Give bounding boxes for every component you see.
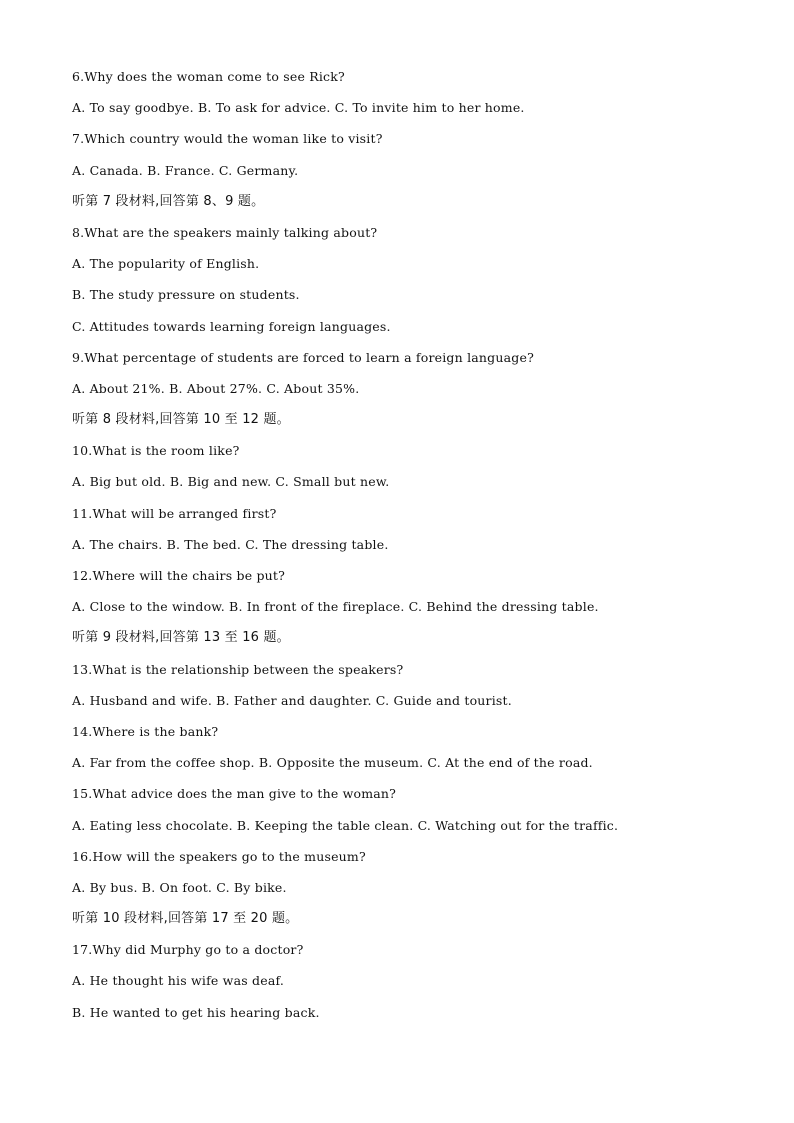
options-line: A. Big but old. B. Big and new. C. Small but new. <box>72 474 390 490</box>
section-instruction: 听第 9 段材料,回答第 13 至 16 题。 <box>72 630 290 646</box>
question-line: 15.What advice does the man give to the woman? <box>72 786 397 802</box>
question-line: 8.What are the speakers mainly talking about? <box>72 224 378 240</box>
question-line: 17.Why did Murphy go to a doctor? <box>72 942 304 958</box>
options-line: A. About 21%. B. About 27%. C. About 35%. <box>72 380 360 396</box>
section-instruction: 听第 8 段材料,回答第 10 至 12 题。 <box>72 412 290 428</box>
options-line: B. He wanted to get his hearing back. <box>72 1004 320 1020</box>
question-line: 12.Where will the chairs be put? <box>72 568 286 583</box>
options-line: A. He thought his wife was deaf. <box>72 973 285 989</box>
question-line: 13.What is the relationship between the speakers? <box>72 661 404 677</box>
section-instruction: 听第 10 段材料,回答第 17 至 20 题。 <box>72 911 299 927</box>
options-line: C. Attitudes towards learning foreign languages. <box>72 318 391 334</box>
question-line: 14.Where is the bank? <box>72 723 219 739</box>
options-line: A. Husband and wife. B. Father and daughter. C. Guide and tourist. <box>72 692 512 708</box>
question-line: 7.Which country would the woman like to visit? <box>72 131 383 147</box>
question-line: 11.What will be arranged first? <box>72 505 277 521</box>
question-line: 6.Why does the woman come to see Rick? <box>72 69 345 84</box>
question-line: 10.What is the room like? <box>72 443 240 459</box>
options-line: A. Canada. B. France. C. Germany. <box>72 162 299 178</box>
question-line: 16.How will the speakers go to the museum? <box>72 848 366 864</box>
options-line: A. The popularity of English. <box>72 256 260 272</box>
options-line: A. Far from the coffee shop. B. Opposite the museum. C. At the end of the road. <box>72 755 593 771</box>
options-line: A. Close to the window. B. In front of the fireplace. C. Behind the dressing table. <box>72 599 599 615</box>
options-line: A. To say goodbye. B. To ask for advice. C. To invite him to her home. <box>72 100 525 116</box>
document-page <box>72 67 762 1034</box>
options-line: A. Eating less chocolate. B. Keeping the table clean. C. Watching out for the traffic. <box>72 817 619 833</box>
options-line: B. The study pressure on students. <box>72 287 300 303</box>
section-instruction: 听第 7 段材料,回答第 8、9 题。 <box>72 193 265 209</box>
options-line: A. By bus. B. On foot. C. By bike. <box>72 879 287 895</box>
options-line: A. The chairs. B. The bed. C. The dressing table. <box>72 536 389 552</box>
question-line: 9.What percentage of students are forced to learn a foreign language? <box>72 349 534 365</box>
